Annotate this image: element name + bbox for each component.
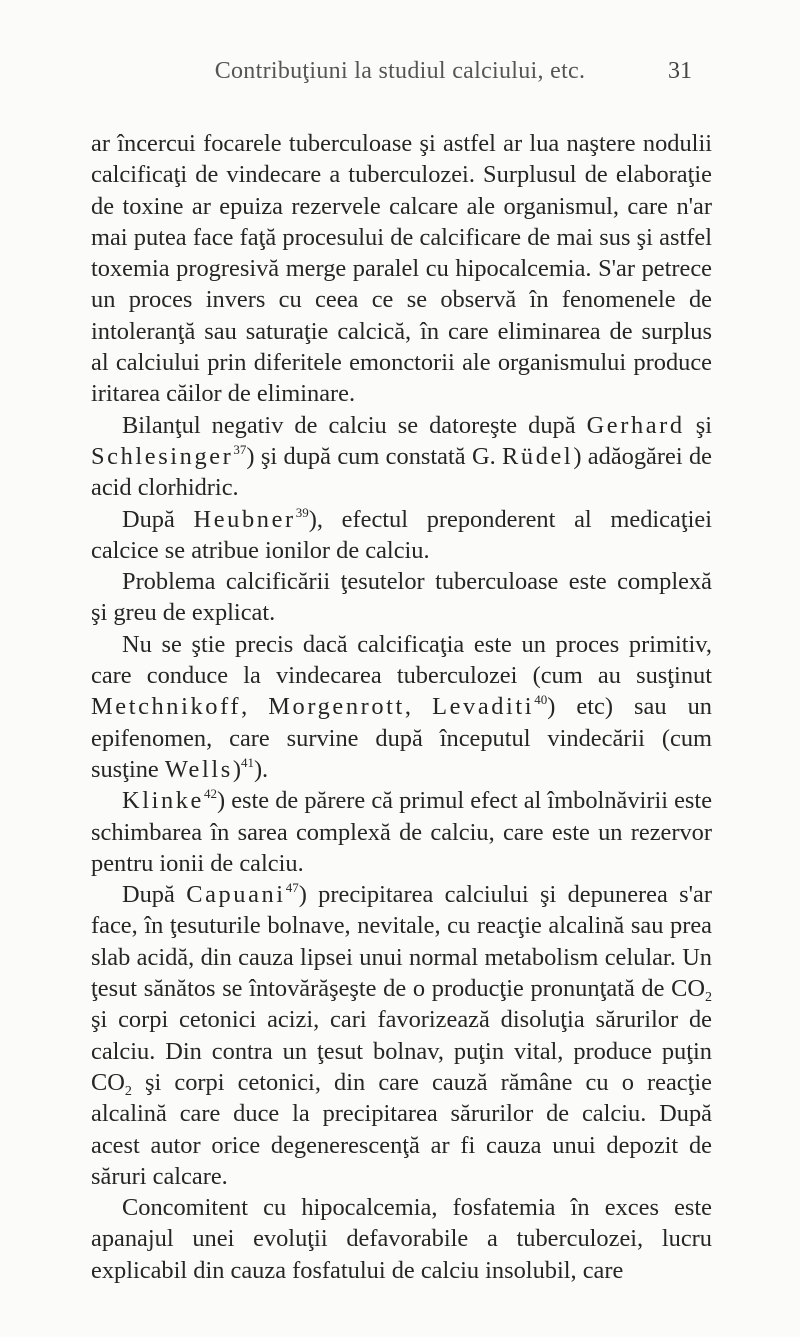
author-name: Metchnikoff (91, 693, 242, 721)
footnote-ref: 40 (534, 692, 548, 708)
subscript: 2 (705, 990, 712, 1006)
running-header (0, 58, 800, 94)
author-name: Heubner (193, 505, 296, 533)
footnote-ref: 37 (233, 441, 247, 457)
text-run: şi (684, 411, 712, 439)
text-run: ) este de părere că primul efect al îmbolnăvirii este schimbarea în sarea complexă de calciu, care este un rezervor pentru ionii de calciu. (91, 787, 713, 877)
paragraph (91, 410, 712, 504)
text-run: ) (232, 755, 241, 783)
author-name: Schlesinger (91, 442, 234, 470)
text-run: ) etc) sau un epifenomen, care survine după începutul vindecării (cum susţine (91, 693, 713, 783)
paragraph (91, 566, 712, 629)
page-number: 31 (668, 58, 692, 84)
text-run: După (122, 881, 187, 909)
text-run: ) precipitarea calciului şi depunerea s'ar face, în ţesuturile bolnave, nevitale, cu reacţie alcalină sau prea slab acidă, din cauza lipsei unui normal metabolism celular. Un ţesut sănătos se întovărăşeşte de o producţie pronunţată de CO (91, 881, 712, 1003)
footnote-ref: 42 (203, 786, 217, 802)
footnote-ref: 47 (285, 880, 299, 896)
author-name: Klinke (122, 787, 204, 815)
text-run: ar încercui focarele tuberculoase şi astfel ar lua naştere nodulii calcificaţi de vindecare a tuberculozei. Surplusul de elaboraţie de toxine ar epuiza rezervele calcare ale organismul, care n'ar mai putea face faţă procesului de calcificare de mai sus şi astfel toxemia progresivă merge paralel cu hipocalcemia. S'ar petrece un proces invers cu ceea ce se observă în fenomenele de intoleranţă sau saturaţie calcică, în care eliminarea de surplus al calciului prin diferitele emonctorii ale organismului produce iritarea căilor de eliminare. (91, 130, 712, 408)
text-run: ) adăogărei de acid clorhidric. (91, 442, 712, 502)
author-name: Rüdel (502, 442, 574, 470)
text-run: ), efectul preponderent al medicaţiei calcice se atribue ionilor de calciu. (91, 505, 712, 564)
author-name: Capuani (186, 881, 286, 909)
paragraph (91, 504, 712, 567)
author-name: Wells (164, 755, 233, 783)
text-run: ) şi după cum constată G. (246, 442, 503, 470)
text-run: şi corpi cetonici acizi, cari favorizează disoluţia sărurilor de calciu. Din contra un ţesut bolnav, puţin vital, produce puţin CO (91, 1006, 712, 1096)
author-name: Morgenrott (268, 693, 405, 721)
text-run: Nu se ştie precis dacă calcificaţia este un proces primitiv, care conduce la vindecarea tuberculozei (cum au susţinut (91, 630, 712, 690)
author-name: Levaditi (432, 693, 535, 721)
paragraph (91, 879, 712, 1192)
text-run: După (122, 505, 194, 533)
text-run: şi corpi cetonici, din care cauză rămâne cu o reacţie alcalină care duce la precipitarea sărurilor de calciu. După acest autor orice degenerescenţă ar fi cauza unui depozit de săruri calcare. (91, 1068, 712, 1190)
author-name: Gerhard (586, 411, 685, 439)
text-run: Bilanţul negativ de calciu se datoreşte după (122, 411, 587, 439)
text-run: ). (253, 755, 269, 783)
text-run: Problema calcificării ţesutelor tuberculoase este complexă şi greu de explicat. (91, 568, 712, 627)
body-text (91, 128, 712, 1286)
paragraph (91, 1192, 712, 1286)
text-run: Concomitent cu hipocalcemia, fosfatemia în exces este apanajul unei evoluţii defavorabile a tuberculozei, lucru explicabil din cauza fosfatului de calciu insolubil, care (91, 1194, 712, 1284)
text-run: , (404, 693, 433, 721)
subscript: 2 (124, 1083, 132, 1099)
footnote-ref: 39 (295, 504, 309, 520)
paragraph (91, 128, 712, 410)
text-run: , (241, 693, 269, 721)
paragraph (91, 785, 712, 879)
paragraph (91, 629, 712, 785)
footnote-ref: 41 (240, 754, 254, 770)
running-title: Contribuţiuni la studiul calciului, etc. (214, 58, 586, 84)
